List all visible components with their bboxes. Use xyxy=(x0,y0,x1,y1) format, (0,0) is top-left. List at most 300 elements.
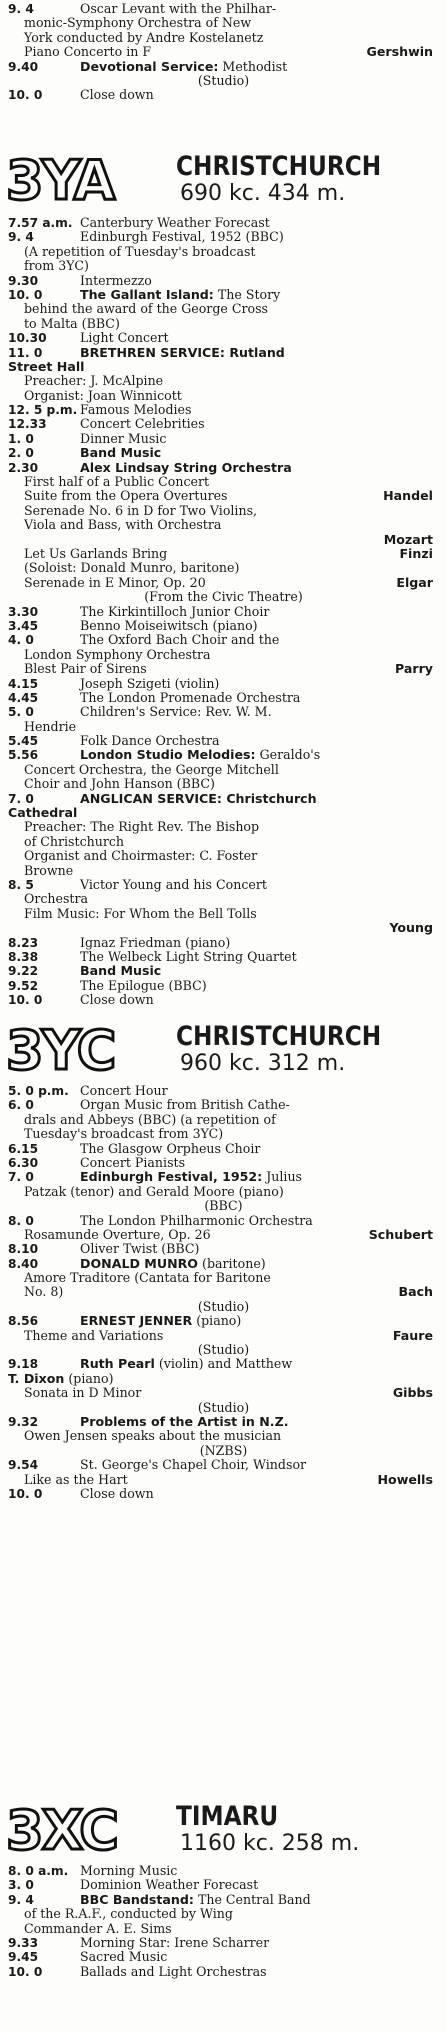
programme-body xyxy=(24,1329,163,1343)
programme-body xyxy=(24,518,221,532)
programme-time: 5. 0 xyxy=(8,705,34,720)
programme-line xyxy=(0,288,447,302)
programme-body xyxy=(24,1228,211,1242)
programme-body xyxy=(24,489,228,503)
programme-line xyxy=(0,489,447,503)
programme-text: Ignaz Friedman (piano) xyxy=(80,934,231,950)
programme-line xyxy=(0,878,447,892)
programme-text: Let Us Garlands Bring xyxy=(24,545,168,561)
programme-title: BBC Bandstand: xyxy=(80,1891,194,1907)
programme-title: ERNEST JENNER xyxy=(80,1313,193,1329)
programme-time: 8.38 xyxy=(8,949,39,964)
programme-line xyxy=(0,677,447,691)
programme-body xyxy=(24,1386,141,1400)
programme-time: 5.56 xyxy=(8,748,39,763)
programme-text: Morning Music xyxy=(80,1863,178,1878)
programme-body xyxy=(80,1156,185,1170)
programme-text: The Story xyxy=(217,286,281,302)
programme-time: 8.40 xyxy=(8,1256,39,1271)
programme-text: Hendrie xyxy=(24,718,77,734)
programme-line xyxy=(0,274,447,288)
programme-time: 8.10 xyxy=(8,1242,39,1257)
programme-body xyxy=(80,274,152,288)
programme-time: 10. 0 xyxy=(8,1486,43,1501)
programme-body xyxy=(80,1142,260,1156)
programme-body xyxy=(24,259,89,273)
programme-time: 4.15 xyxy=(8,676,39,691)
programme-text: Preacher: J. McAlpine xyxy=(24,373,164,389)
programme-text: Victor Young and his Concert xyxy=(80,876,267,892)
programme-body xyxy=(24,45,151,59)
programme-line xyxy=(0,734,447,748)
programme-body xyxy=(80,619,258,633)
programme-text: The Central Band xyxy=(197,1891,311,1907)
programme-body xyxy=(80,979,207,993)
programme-body xyxy=(24,504,257,518)
programme-line xyxy=(0,691,447,705)
programme-body xyxy=(80,1950,167,1964)
programme-line xyxy=(0,1170,447,1184)
programme-line xyxy=(0,1429,447,1443)
programme-text: monic-Symphony Orchestra of New xyxy=(24,15,252,31)
programme-text: Blest Pair of Sirens xyxy=(24,661,147,677)
programme-time: 9. 4 xyxy=(8,1892,34,1907)
programme-text: of the R.A.F., conducted by Wing xyxy=(24,1906,233,1922)
programme-body xyxy=(80,734,220,748)
programme-line xyxy=(0,74,447,88)
programme-text: Serenade No. 6 in D for Two Violins, xyxy=(24,502,258,518)
composer-name: Howells xyxy=(377,1471,433,1487)
programme-body xyxy=(24,1271,271,1285)
programme-text: (piano) xyxy=(68,1370,114,1386)
programme-body xyxy=(24,576,206,590)
programme-text: (violin) and Matthew xyxy=(158,1356,293,1372)
programme-body xyxy=(24,1922,172,1936)
programme-body xyxy=(80,1965,267,1979)
programme-line xyxy=(0,1487,447,1501)
programme-time: 6. 0 xyxy=(8,1098,34,1113)
programme-text: Morning Star: Irene Scharrer xyxy=(80,1934,270,1950)
programme-body xyxy=(80,964,161,978)
programme-time: 10. 0 xyxy=(8,993,43,1008)
programme-text: Organist: Joan Winnicott xyxy=(24,387,182,403)
programme-time: 10. 0 xyxy=(8,1964,43,1979)
programme-line xyxy=(0,1098,447,1112)
programme-body xyxy=(80,346,285,360)
programme-body xyxy=(80,60,287,74)
programme-text: Tuesday's broadcast from 3YC) xyxy=(24,1126,224,1142)
programme-text: Dominion Weather Forecast xyxy=(80,1877,259,1893)
programme-body xyxy=(80,331,169,345)
programme-time: 9.40 xyxy=(8,59,39,74)
programme-line xyxy=(0,792,447,806)
programme-line xyxy=(0,1084,447,1098)
programme-text: Viola and Bass, with Orchestra xyxy=(24,517,222,533)
programme-body xyxy=(80,88,154,102)
programme-text: from 3YC) xyxy=(24,258,89,274)
programme-title: Street Hall xyxy=(8,358,85,374)
composer-name: Young xyxy=(389,920,433,936)
programme-text: (baritone) xyxy=(202,1255,266,1271)
programme-text: Edinburgh Festival, 1952 (BBC) xyxy=(80,229,284,245)
composer-name: Parry xyxy=(394,661,433,677)
programme-text: Famous Melodies xyxy=(80,402,192,418)
programme-text: Oscar Levant with the Philhar- xyxy=(80,1,277,16)
programme-line xyxy=(0,590,447,604)
programme-text: Owen Jensen speaks about the musician xyxy=(24,1428,282,1444)
programme-text: Joseph Szigeti (violin) xyxy=(80,675,220,691)
programme-body xyxy=(80,1357,292,1371)
programme-time: 5. 0 p.m. xyxy=(8,1084,69,1098)
programme-body xyxy=(24,892,88,906)
programme-text: Preacher: The Right Rev. The Bishop xyxy=(24,819,260,835)
programme-body xyxy=(80,691,300,705)
programme-line xyxy=(0,1936,447,1950)
programme-line xyxy=(0,835,447,849)
programme-body xyxy=(80,1170,302,1184)
programme-title: Alex Lindsay String Orchestra xyxy=(80,459,292,475)
programme-line xyxy=(0,864,447,878)
programme-text: The London Philharmonic Orchestra xyxy=(80,1212,313,1228)
programme-note: (Studio) xyxy=(197,1342,250,1358)
programme-line xyxy=(0,1922,447,1936)
programme-text: Close down xyxy=(80,1485,154,1501)
programme-line xyxy=(0,1214,447,1228)
programme-text: Organist and Choirmaster: C. Foster xyxy=(24,848,258,864)
programme-time: 8. 0 xyxy=(8,1213,34,1228)
programme-line xyxy=(0,547,447,561)
programme-body xyxy=(24,1113,276,1127)
programme-line xyxy=(0,820,447,834)
programme-text: The Oxford Bach Choir and the xyxy=(80,632,280,648)
programme-body xyxy=(8,1372,114,1386)
programme-body xyxy=(24,374,163,388)
composer-name: Gershwin xyxy=(366,44,433,60)
programme-line xyxy=(0,230,447,244)
programme-line xyxy=(0,60,447,74)
programme-line xyxy=(0,748,447,762)
programme-body xyxy=(80,403,191,417)
programme-time: 8.56 xyxy=(8,1314,39,1329)
programme-line xyxy=(0,518,447,532)
programme-time: 9.33 xyxy=(8,1935,39,1950)
programme-body xyxy=(24,1185,284,1199)
programme-body xyxy=(24,561,239,575)
programme-body xyxy=(80,1487,154,1501)
programme-time: 9. 4 xyxy=(8,230,34,245)
programme-line xyxy=(0,950,447,964)
programme-text: Children's Service: Rev. W. M. xyxy=(80,704,272,720)
programme-text: Folk Dance Orchestra xyxy=(80,733,220,749)
station-header-3yc xyxy=(0,1019,447,1082)
programme-text: Concert Celebrities xyxy=(80,416,205,432)
programme-note: (NZBS) xyxy=(199,1442,248,1458)
programme-title: Devotional Service: xyxy=(80,58,219,74)
programme-time: 12.33 xyxy=(8,417,47,432)
programme-time: 3. 0 xyxy=(8,1878,34,1893)
programme-title: The Gallant Island: xyxy=(80,286,214,302)
programme-time: 2. 0 xyxy=(8,446,34,461)
programme-body xyxy=(24,763,279,777)
programme-time: 8. 0 a.m. xyxy=(8,1864,69,1878)
programme-body xyxy=(24,835,124,849)
programme-body xyxy=(24,648,211,662)
programme-line xyxy=(0,605,447,619)
programme-body xyxy=(80,2,276,16)
programme-line xyxy=(0,1185,447,1199)
composer-name: Mozart xyxy=(383,531,433,547)
programme-line xyxy=(0,1878,447,1892)
programme-body xyxy=(24,302,268,316)
programme-body xyxy=(24,1127,223,1141)
programme-time: 4. 0 xyxy=(8,633,34,648)
programme-time: 4.45 xyxy=(8,690,39,705)
programme-body xyxy=(24,389,182,403)
programme-text: of Christchurch xyxy=(24,833,125,849)
programme-line xyxy=(0,892,447,906)
programme-body xyxy=(80,1084,168,1098)
programme-text: drals and Abbeys (BBC) (a repetition of xyxy=(24,1111,276,1127)
programme-text: Organ Music from British Cathe- xyxy=(80,1097,290,1113)
programme-body xyxy=(80,1314,241,1328)
programme-line xyxy=(0,1242,447,1256)
programme-body xyxy=(80,1936,269,1950)
programme-time: 7. 0 xyxy=(8,1170,34,1185)
programme-line xyxy=(0,1257,447,1271)
programme-body xyxy=(24,16,251,30)
programme-text: Commander A. E. Sims xyxy=(24,1920,172,1936)
programme-text: Geraldo's xyxy=(259,747,321,763)
station-listing-3ya xyxy=(0,216,447,1007)
programme-line xyxy=(0,1113,447,1127)
programme-line xyxy=(0,921,447,935)
programme-body xyxy=(8,806,77,820)
programme-body xyxy=(24,1907,233,1921)
station-logo-3ya: 3YA xyxy=(6,149,114,212)
programme-time: 8.23 xyxy=(8,935,39,950)
programme-text: St. George's Chapel Choir, Windsor xyxy=(80,1457,307,1473)
programme-body xyxy=(80,1415,289,1429)
programme-time: 5.45 xyxy=(8,734,39,749)
programme-line xyxy=(0,763,447,777)
programme-text: (A repetition of Tuesday's broadcast xyxy=(24,243,256,259)
programme-text: Sonata in D Minor xyxy=(24,1385,142,1401)
composer-name: Handel xyxy=(383,488,433,504)
programme-title: Edinburgh Festival, 1952: xyxy=(80,1169,263,1185)
programme-text: Dinner Music xyxy=(80,430,167,446)
programme-text: Like as the Hart xyxy=(24,1471,128,1487)
programme-body xyxy=(24,864,73,878)
programme-text: The Glasgow Orpheus Choir xyxy=(80,1140,261,1156)
programme-line xyxy=(0,1156,447,1170)
programme-line xyxy=(0,907,447,921)
programme-body xyxy=(24,1285,63,1299)
programme-text: Suite from the Opera Overtures xyxy=(24,488,228,504)
programme-line xyxy=(0,1343,447,1357)
programme-line xyxy=(0,1228,447,1242)
programme-text: Theme and Variations xyxy=(24,1327,164,1343)
programme-note: (Studio) xyxy=(197,1399,250,1415)
programme-line xyxy=(0,317,447,331)
programme-time: 9.30 xyxy=(8,273,39,288)
programme-line xyxy=(0,1271,447,1285)
programme-line xyxy=(0,360,447,374)
programme-body xyxy=(80,605,269,619)
programme-line xyxy=(0,1950,447,1964)
programme-time: 1. 0 xyxy=(8,431,34,446)
programme-body xyxy=(80,748,320,762)
programme-body xyxy=(8,360,84,374)
programme-text: Concert Hour xyxy=(80,1083,168,1098)
programme-line xyxy=(0,1329,447,1343)
programme-time: 6.30 xyxy=(8,1155,39,1170)
programme-line xyxy=(0,964,447,978)
programme-body xyxy=(24,907,257,921)
programme-time: 7.57 a.m. xyxy=(8,216,73,230)
programme-body xyxy=(80,1257,266,1271)
composer-name: Gibbs xyxy=(392,1385,433,1401)
programme-text: Ballads and Light Orchestras xyxy=(80,1963,267,1979)
programme-line xyxy=(0,461,447,475)
station-frequency: 960 kc. 312 m. xyxy=(180,1051,346,1076)
programme-line xyxy=(0,1386,447,1400)
programme-time: 2.30 xyxy=(8,460,39,475)
programme-note: (Studio) xyxy=(197,72,250,88)
programme-text: The London Promenade Orchestra xyxy=(80,689,301,705)
programme-line xyxy=(0,331,447,345)
programme-text: Intermezzo xyxy=(80,272,152,288)
programme-line xyxy=(0,45,447,59)
station-city: CHRISTCHURCH xyxy=(176,1021,382,1052)
programme-body xyxy=(24,720,76,734)
programme-text: Close down xyxy=(80,992,154,1008)
programme-line xyxy=(0,1444,447,1458)
programme-line xyxy=(0,720,447,734)
programme-text: Patzak (tenor) and Gerald Moore (piano) xyxy=(24,1183,284,1199)
station-header-3xc xyxy=(0,1799,447,1862)
composer-name: Bach xyxy=(398,1284,433,1300)
programme-time: 10.30 xyxy=(8,331,47,346)
programme-body xyxy=(80,446,161,460)
programme-line xyxy=(0,475,447,489)
composer-name: Schubert xyxy=(368,1226,433,1242)
programme-note: (Studio) xyxy=(197,1298,250,1314)
programme-body xyxy=(24,1429,281,1443)
station-header-3ya xyxy=(0,149,447,212)
programme-time: 9.52 xyxy=(8,978,39,993)
programme-line xyxy=(0,216,447,230)
programme-text: (Soloist: Donald Munro, baritone) xyxy=(24,560,240,576)
station-logo-3xc: 3XC xyxy=(6,1799,117,1862)
programme-body xyxy=(24,547,167,561)
programme-line xyxy=(0,1907,447,1921)
programme-title: Band Music xyxy=(80,445,162,461)
programme-body xyxy=(80,705,272,719)
programme-line xyxy=(0,648,447,662)
programme-body xyxy=(80,216,270,230)
programme-line xyxy=(0,88,447,102)
programme-text: First half of a Public Concert xyxy=(24,474,210,490)
programme-text: Orchestra xyxy=(24,891,89,907)
continued-programme-listing xyxy=(0,2,447,103)
programme-line xyxy=(0,432,447,446)
programme-title: BRETHREN SERVICE: Rutland xyxy=(80,344,285,360)
programme-time: 6.15 xyxy=(8,1141,39,1156)
programme-text: Methodist xyxy=(222,58,288,74)
programme-body xyxy=(80,936,230,950)
programme-time: 12. 5 p.m. xyxy=(8,403,78,418)
programme-title: Problems of the Artist in N.Z. xyxy=(80,1413,289,1429)
programme-text: behind the award of the George Cross xyxy=(24,301,269,317)
programme-line xyxy=(0,979,447,993)
programme-title: London Studio Melodies: xyxy=(80,747,256,763)
programme-line xyxy=(0,16,447,30)
programme-text: Choir and John Hanson (BBC) xyxy=(24,776,215,792)
programme-body xyxy=(80,1864,177,1878)
programme-line xyxy=(0,705,447,719)
composer-name: Finzi xyxy=(399,545,433,561)
programme-line xyxy=(0,2,447,16)
programme-line xyxy=(0,259,447,273)
programme-text: Canterbury Weather Forecast xyxy=(80,215,270,230)
programme-title: Ruth Pearl xyxy=(80,1356,155,1372)
programme-line xyxy=(0,576,447,590)
station-city: CHRISTCHURCH xyxy=(176,151,382,182)
programme-text: The Welbeck Light String Quartet xyxy=(80,948,297,964)
programme-body xyxy=(24,849,257,863)
programme-text: No. 8) xyxy=(24,1284,64,1300)
station-logo-3yc: 3YC xyxy=(6,1019,115,1082)
programme-body xyxy=(80,1878,258,1892)
programme-body xyxy=(80,993,154,1007)
programme-time: 9.18 xyxy=(8,1357,39,1372)
programme-body xyxy=(24,1473,128,1487)
programme-line xyxy=(0,245,447,259)
programme-body xyxy=(80,432,166,446)
programme-time: 10. 0 xyxy=(8,287,43,302)
programme-line xyxy=(0,1285,447,1299)
programme-line xyxy=(0,1127,447,1141)
programme-text: The Epilogue (BBC) xyxy=(80,977,207,993)
programme-time: 9.22 xyxy=(8,964,39,979)
programme-text: Serenade in E Minor, Op. 20 xyxy=(24,574,206,590)
programme-body xyxy=(24,245,255,259)
programme-line xyxy=(0,1893,447,1907)
programme-body xyxy=(80,1458,306,1472)
programme-time: 3.30 xyxy=(8,604,39,619)
programme-text: Close down xyxy=(80,87,154,103)
programme-line xyxy=(0,1401,447,1415)
programme-body xyxy=(24,475,209,489)
programme-body xyxy=(24,31,263,45)
programme-time: 9. 4 xyxy=(8,2,34,16)
programme-line xyxy=(0,374,447,388)
programme-body xyxy=(80,792,317,806)
station-frequency: 690 kc. 434 m. xyxy=(180,181,346,206)
programme-line xyxy=(0,1372,447,1386)
programme-body xyxy=(24,777,215,791)
programme-line xyxy=(0,389,447,403)
programme-line xyxy=(0,1357,447,1371)
composer-name: Faure xyxy=(392,1327,433,1343)
programme-text: Rosamunde Overture, Op. 26 xyxy=(24,1226,211,1242)
programme-line xyxy=(0,403,447,417)
programme-line xyxy=(0,1965,447,1979)
programme-text: (piano) xyxy=(196,1313,242,1329)
programme-line xyxy=(0,561,447,575)
programme-line xyxy=(0,504,447,518)
station-listing-3xc xyxy=(0,1864,447,1979)
